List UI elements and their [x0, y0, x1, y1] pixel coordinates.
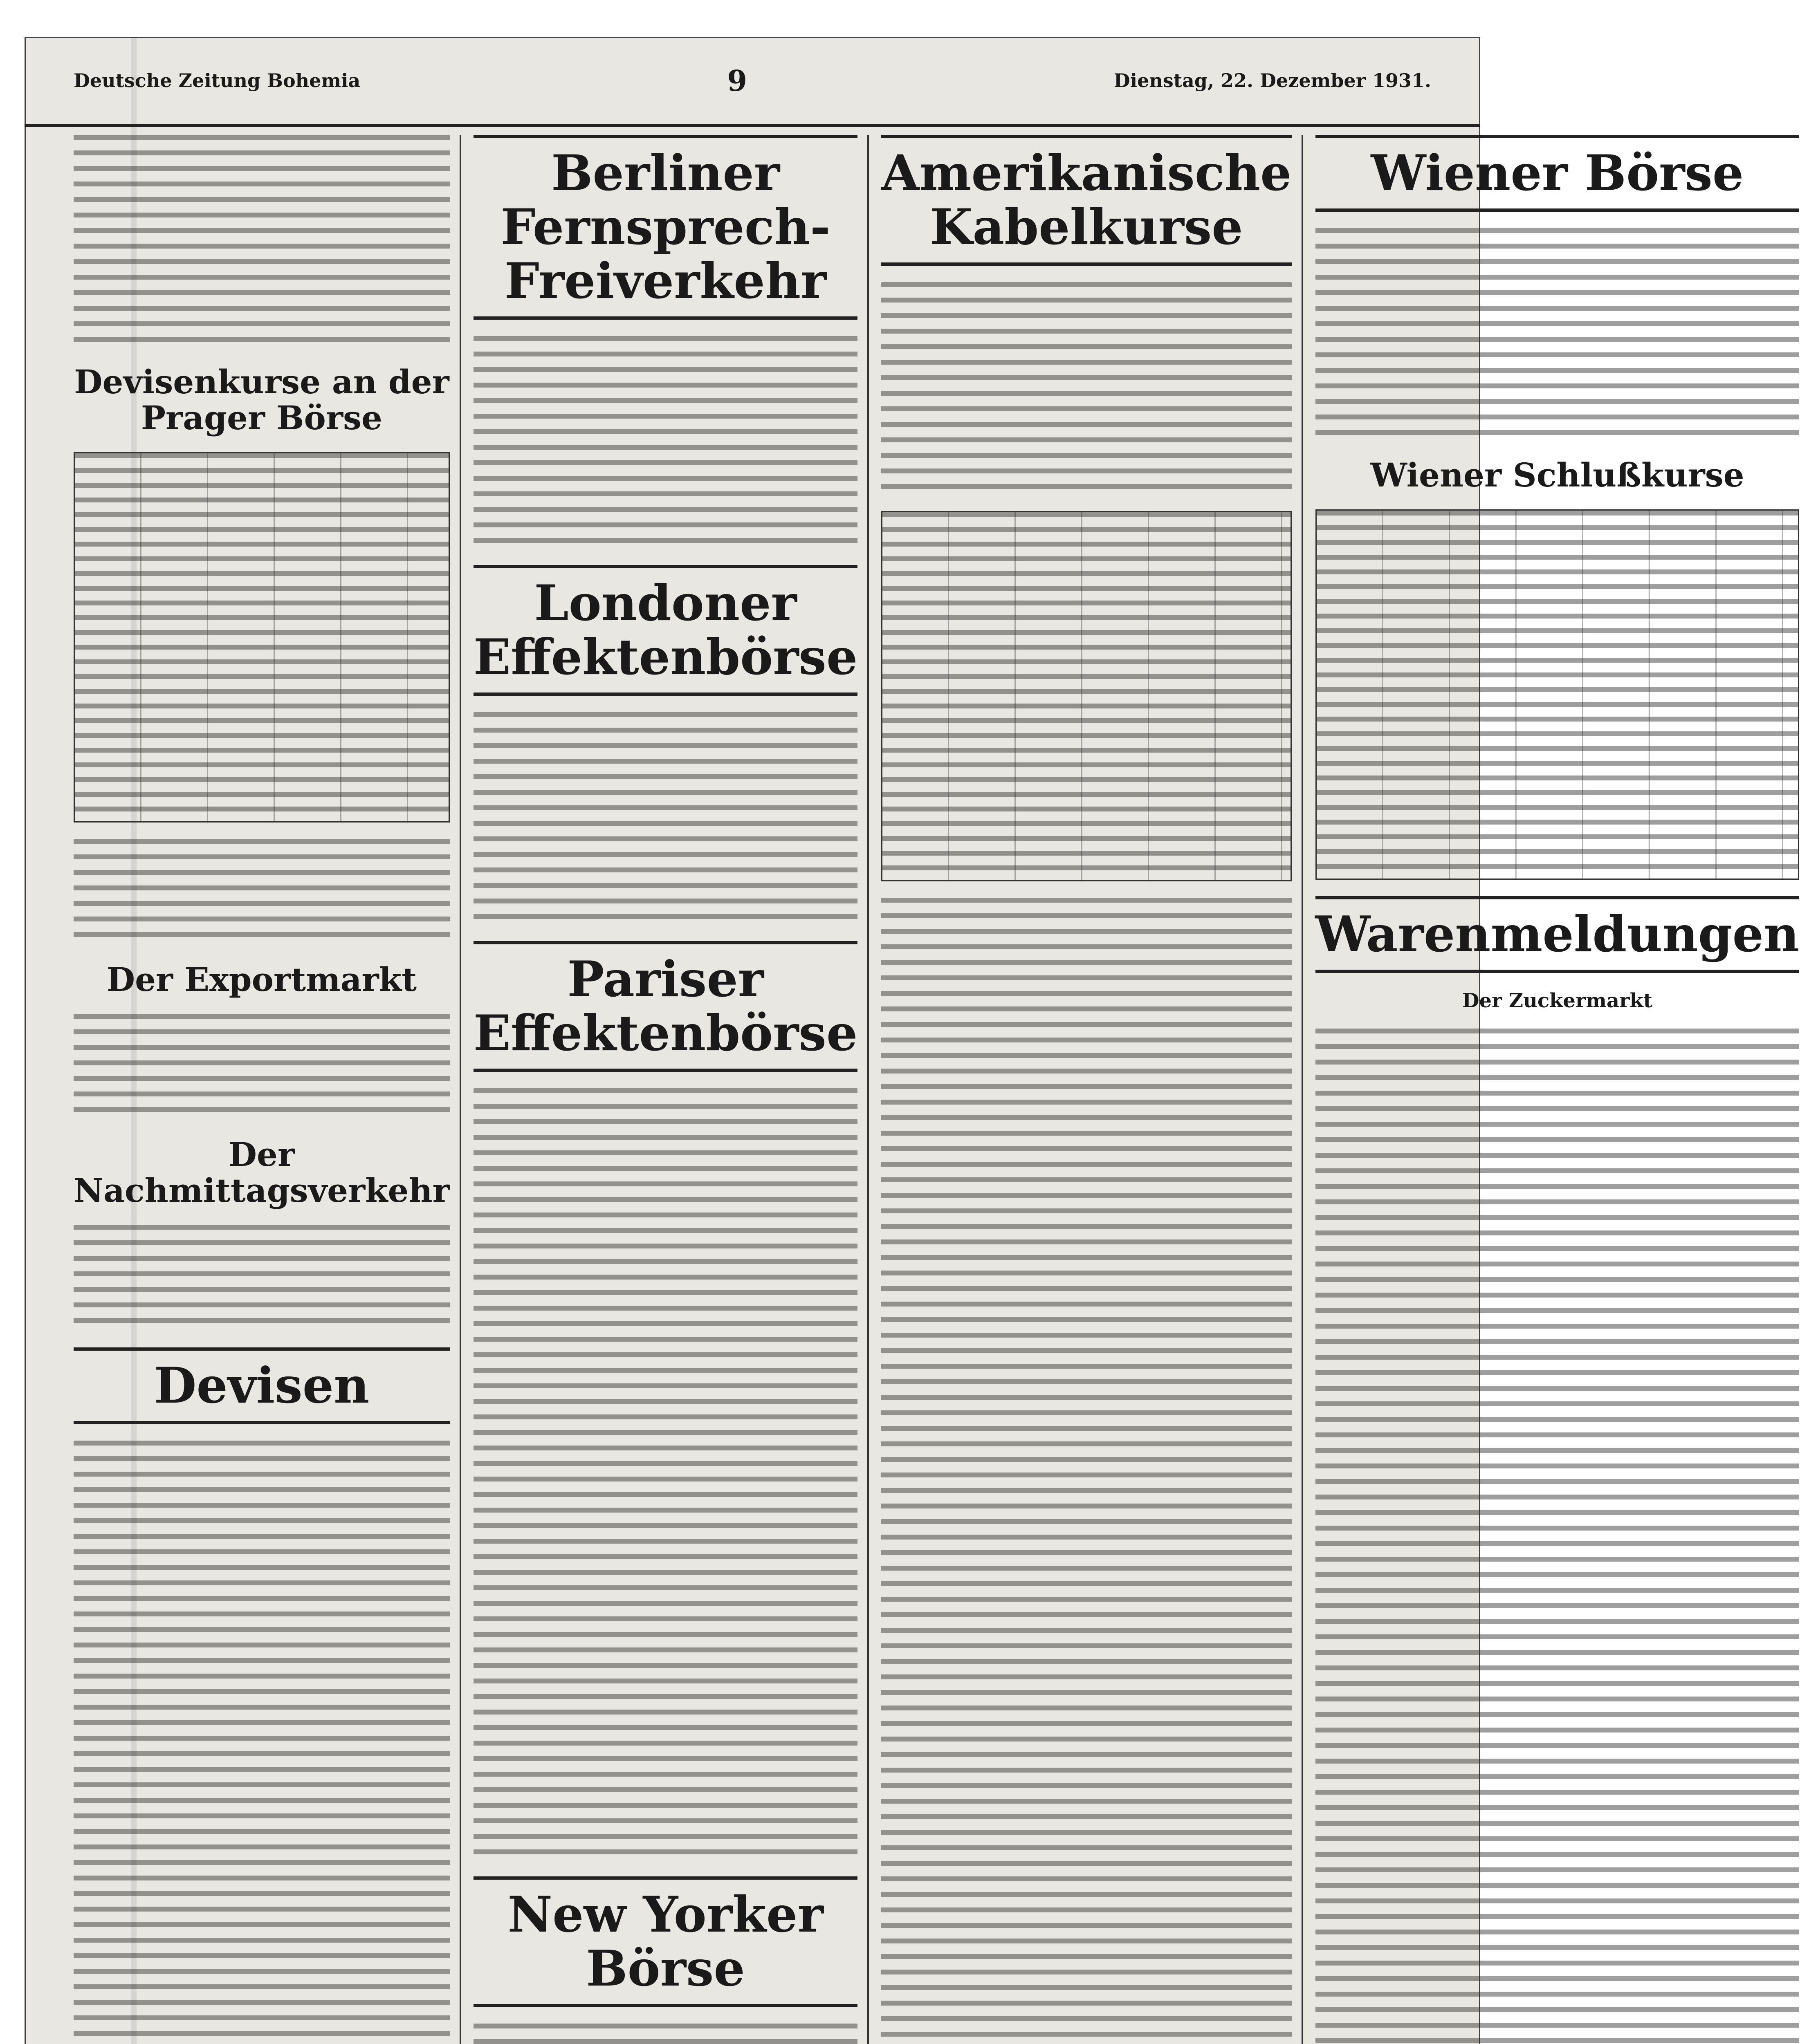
rates-table	[1315, 509, 1800, 880]
column-1	[74, 135, 461, 2044]
text-block	[474, 2024, 858, 2044]
section-heading: New Yorker Börse	[474, 1876, 858, 2007]
text-block	[881, 898, 1291, 2044]
masthead-title: Deutsche Zeitung Bohemia	[74, 69, 361, 92]
section-heading: Wiener Schlußkurse	[1370, 456, 1744, 494]
section-heading: Amerikanische Kabelkurse	[881, 135, 1291, 266]
rates-table	[881, 511, 1291, 881]
section-heading: Berliner Fernsprech-Freiverkehr	[474, 135, 858, 320]
newspaper-page	[25, 37, 1800, 2044]
text-block	[74, 1014, 450, 1120]
text-block	[74, 1225, 450, 1331]
masthead-date: Dienstag, 22. Dezember 1931.	[1113, 69, 1431, 92]
text-block	[474, 1088, 858, 1860]
page-number: 9	[727, 63, 747, 98]
rates-table	[74, 452, 450, 823]
section-heading: Der Nachmittagsverkehr	[74, 1135, 450, 1210]
text-block	[474, 336, 858, 549]
text-block	[1315, 1029, 1800, 2044]
section-heading: Devisenkurse an der Prager Börse	[74, 363, 449, 437]
section-heading: Der Exportmarkt	[106, 960, 417, 999]
text-block	[881, 282, 1291, 495]
text-block	[74, 1441, 450, 2044]
column-3	[881, 135, 1303, 2044]
columns	[74, 135, 1800, 2044]
section-heading: Warenmeldungen	[1315, 896, 1800, 973]
section-heading: Devisen	[74, 1347, 450, 1424]
section-heading: Londoner Effektenbörse	[474, 565, 858, 696]
column-2	[474, 135, 869, 2044]
text-block	[1315, 228, 1800, 441]
column-4	[1315, 135, 1809, 2044]
section-heading: Pariser Effektenbörse	[474, 941, 858, 1072]
section-subheading: Der Zuckermarkt	[1462, 989, 1652, 1012]
text-block	[74, 839, 450, 945]
text-block	[74, 135, 450, 347]
text-block	[474, 712, 858, 925]
section-heading: Wiener Börse	[1315, 135, 1800, 212]
masthead	[25, 37, 1480, 127]
